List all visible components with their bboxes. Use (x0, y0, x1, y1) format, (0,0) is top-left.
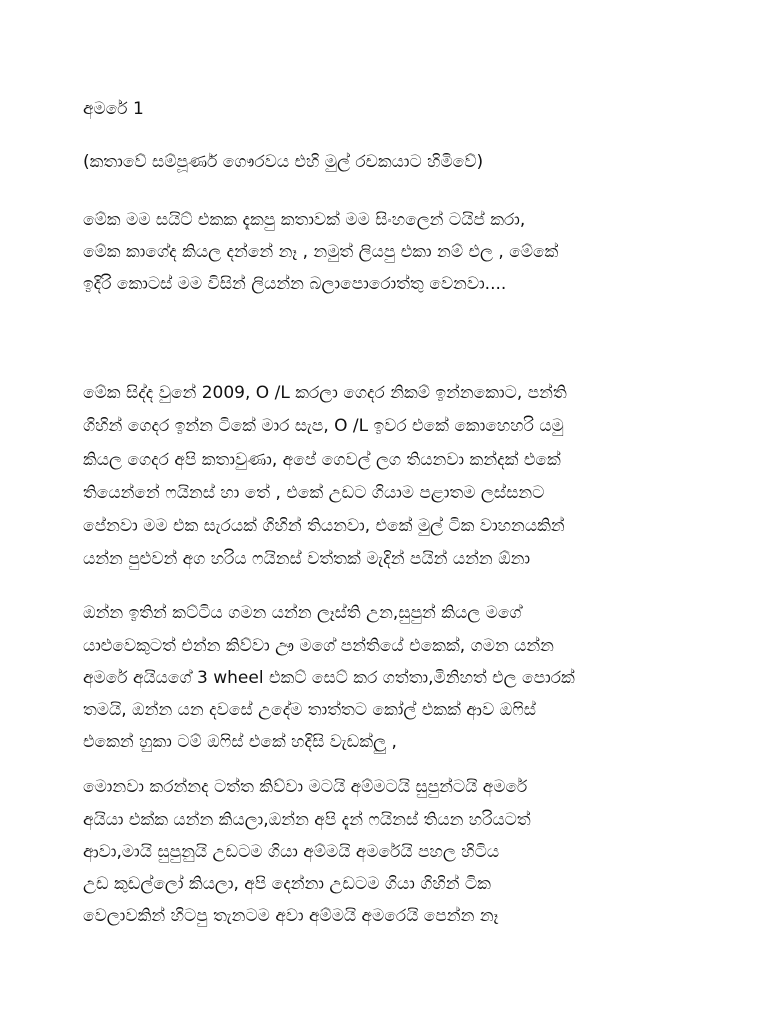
paragraph-line: අයියා එක්ක යන්න කියලා,ඔන්න අපි දැන් ෆයිනස් තියන හරියටත් (83, 810, 531, 830)
paragraph-line: එකෙන් හුකා ටම් ඔෆිස් එකේ හදිසි වැඩක්ලු , (83, 732, 397, 752)
credit-line: (කතාවේ සම්පූර්ණ ගෞරවය එහි මුල් රචකයාට හිමිවේ) (83, 152, 484, 172)
paragraph-line: ගිහින් ගෙදර ඉන්න ටිකේ මාර සැප, O /L ඉවර එකේ කොහෙහරි යමු (83, 416, 564, 436)
paragraph-line: උඩ කුඩල්ලෝ කියලා, අපි දෙන්නා උඩටම ගියා ගිහින් ටික (83, 874, 491, 894)
intro-line: මේක මම සයිට් එකක දැකපු කතාවක් මම සිංහලෙන් ටයිප් කරා, (83, 210, 526, 230)
paragraph-line: තමයි, ඔන්න යන දවසේ උදේම තාත්තට කෝල් එකක් ආව ඔෆිස් (83, 700, 536, 720)
paragraph-line: ඔන්න ඉතින් කට්ටිය ගමන යන්න ලෑස්ති උන,සුපුන් කියල මගේ (83, 603, 522, 623)
paragraph-line: යාළුවෙකුටත් එන්න කිව්වා ඌ මගේ පන්තියේ එකෙක්, ගමන යන්න (83, 636, 554, 656)
paragraph-line: මොනවා කරන්නද ටත්ත කිව්වා මටයි අම්මටයි සුපුන්ටයි අමරේ (83, 777, 528, 797)
paragraph-line: වෙලාවකින් හිටපු තැනටම අවා අම්මයි අමරෙයි පෙන්න නෑ (83, 906, 499, 926)
intro-line: මේක කාගේද කියල දන්නේ නෑ , නමුත් ලියපු එකා නම් එල , මේකේ (83, 242, 559, 262)
paragraph-line: යන්න පුළුවන් අග හරිය ෆයිනස් වත්තක් මැදින් පයින් යන්න ඕනා (83, 549, 531, 569)
paragraph-line: අමරේ අයියගේ 3 wheel එකට් සෙට් කර ගත්තා,මිනිහත් එල පොරක් (83, 668, 575, 688)
paragraph-line: තියෙන්නේ ෆයිනස් හා තේ , එකේ උඩට ගියාම පළාතම ලස්සනට (83, 483, 545, 503)
page-title: අමරේ 1 (83, 99, 144, 119)
paragraph-line: පේනවා මම එක සැරයක් ගිහින් තියනවා, එකේ මුල් ටික වාහනයකින් (83, 516, 565, 536)
intro-line: ඉදිරි කොටස් මම විසින් ලියන්න බලාපොරොත්තු වෙනවා.... (83, 274, 507, 294)
paragraph-line: මේක සිද්ද වුනේ 2009, O /L කරලා ගෙදර නිකම් ඉන්නකොට, පන්ති (83, 383, 567, 403)
paragraph-line: ආවා,මායි සුපුනුයි උඩටම ගියා අම්මයි අමරේයි පහල හිටිය (83, 842, 500, 862)
paragraph-line: කියල ගෙදර අපි කතාවුණා, අපේ ගෙවල් ලග තියනවා කන්දක් එකේ (83, 450, 561, 470)
